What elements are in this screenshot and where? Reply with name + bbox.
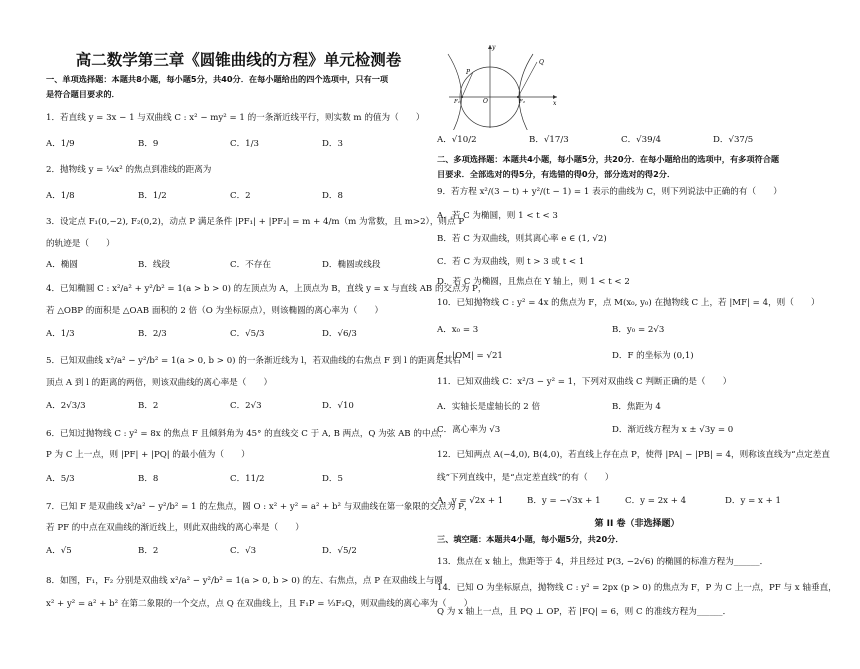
q11-options-row-1 [437,401,787,414]
x-axis-arrow [553,95,557,99]
q1-stem: 1．若直线 y = 3x − 1 与双曲线 C : x² − my² = 1 的一条渐近线平行，则实数 m 的值为（ ） [46,113,425,123]
q11-options-row-2 [437,424,787,437]
label-O: O [483,98,488,105]
q4-options [46,328,414,341]
q7-stem-line-1: 7．已知 F 是双曲线 x²/a² − y²/b² = 1 的左焦点，圆 O : x² + y² = a² + b² 与双曲线在第一象限的交点为 P， [46,502,473,512]
option: A．√5 [46,546,72,556]
option: B．2/3 [138,329,167,339]
label-y: y [492,44,496,51]
q6-options [46,473,414,486]
option: B．2 [138,546,159,556]
q3-options [46,259,414,272]
q8-stem-line-1: 8．如图，F₁，F₂ 分别是双曲线 x²/a² − y²/b² = 1(a > 0, b > 0) 的左、右焦点，点 P 在双曲线上与圆 [46,576,443,586]
hyperbola-circle-figure [445,40,565,130]
q2-options [46,190,414,203]
option: D．√5/2 [322,546,357,556]
option: A．x₀ = 3 [437,325,479,335]
label-F1: F₁ [454,99,461,105]
q14-stem-line-2: Q 为 x 轴上一点，且 PQ ⊥ OP，若 |FQ| = 6，则 C 的准线方程为______． [437,607,732,617]
option: B．y = −√3x + 1 [527,496,601,506]
option: D．5 [322,474,343,484]
q4-stem-line-1: 4．已知椭圆 C : x²/a² + y²/b² = 1(a > b > 0) 的左顶点为 A，上顶点为 B，直线 y = x 与直线 AB 的交点为 P， [46,284,487,294]
q5-options [46,400,414,413]
option: A．1/3 [46,329,75,339]
option: D．√10 [322,401,354,411]
q3-stem-line-1: 3．设定点 F₁(0,−2), F₂(0,2)，动点 P 满足条件 |PF₁| + |PF₂| = m + 4/m（m 为常数，且 m>2），则点 P [46,217,465,227]
q2-stem: 2．抛物线 y = ¼x² 的焦点到准线的距离为 [46,165,212,175]
page-title: 高二数学第三章《圆锥曲线的方程》单元检测卷 [75,51,402,69]
option: D．y = x + 1 [725,496,781,506]
option: D．椭圆或线段 [322,260,381,270]
q12-stem-line-1: 12．已知两点 A(−4,0), B(4,0)，若直线上存在点 P，使得 |PA| − |PB| = 4，则称该直线为“点定差直 [437,450,830,460]
q7-options [46,545,414,558]
q10-stem: 10．已知抛物线 C : y² = 4x 的焦点为 F，点 M(x₀, y₀) 在抛物线 C 上，若 |MF| = 4，则（ ） [437,298,820,308]
q7-stem-line-2: 若 PF 的中点在双曲线的渐近线上，则此双曲线的离心率是（ ） [46,523,304,533]
option: A．√10/2 [437,135,477,145]
q8-stem-line-2: x² + y² = a² + b² 在第二象限的一个交点，点 Q 在双曲线上，且 F₁P = ⅓F₂Q，则双曲线的离心率为（ ） [46,599,473,609]
section-1-heading: 一、单项选择题：本题共8小题，每小题5分，共40分．在每小题给出的四个选项中，只有一项 是符合题目要求的． [46,74,389,99]
option: C．2√3 [230,401,262,411]
option: B．√17/3 [529,135,569,145]
part-2-title: 第 II 卷（非选择题） [594,519,680,529]
q10-options-row-2 [437,350,787,363]
option: D．F 的坐标为 (0,1) [612,351,694,361]
option: C．y = 2x + 4 [625,496,687,506]
option: C．1/3 [230,139,259,149]
option: A．5/3 [46,474,75,484]
q9-option-d: D．若 C 为椭圆，且焦点在 Y 轴上，则 1 < t < 2 [437,277,630,287]
option: B．9 [138,139,159,149]
focus-F2 [517,96,519,98]
option: C．|OM| = √21 [437,351,503,361]
q11-stem: 11．已知双曲线 C：x²/3 − y² = 1，下列对双曲线 C 判断正确的是（ ） [437,377,732,387]
label-F2: F₂ [519,99,526,105]
q6-stem-line-1: 6．已知过抛物线 C : y² = 8x 的焦点 F 且倾斜角为 45° 的直线交 C 于 A, B 两点，Q 为弦 AB 的中点， [46,429,448,439]
q5-stem-line-2: 顶点 A 到 l 的距离的两倍，则该双曲线的离心率是（ ） [46,378,273,388]
option: A．y = √2x + 1 [437,496,504,506]
focus-F1 [461,96,463,98]
q9-option-a: A．若 C 为椭圆，则 1 < t < 3 [437,211,558,221]
hyperbola-left-branch [448,54,462,130]
option: D．3 [322,139,343,149]
option: D．√37/5 [713,135,754,145]
hyperbola-right-branch [519,54,533,130]
label-P: P [466,69,471,76]
option: B．1/2 [138,191,167,201]
option: C．√3 [230,546,257,556]
q9-option-c: C．若 C 为双曲线，则 t > 3 或 t < 1 [437,257,585,267]
option: C．√5/3 [230,329,265,339]
q5-stem-line-1: 5．已知双曲线 x²/a² − y²/b² = 1(a > 0, b > 0) 的一条渐近线为 l，若双曲线的右焦点 F 到 l 的距离是其右 [46,356,462,366]
option: B．y₀ = 2√3 [612,325,665,335]
q1-options [46,138,414,151]
option: B．2 [138,401,159,411]
option: C．不存在 [230,260,271,270]
option: B．8 [138,474,159,484]
option: A．2√3/3 [46,401,86,411]
q12-stem-line-2: 线”下列直线中，是“点定差直线”的有（ ） [437,473,614,483]
label-x: x [553,100,557,107]
q8-options [437,134,805,147]
option: A．实轴长是虚轴长的 2 倍 [437,402,541,412]
q6-stem-line-2: P 为 C 上一点，则 |PF| + |PQ| 的最小值为（ ） [46,450,250,460]
option: D．√6/3 [322,329,357,339]
q9-stem: 9．若方程 x²/(3 − t) + y²/(t − 1) = 1 表示的曲线为 C，则下列说法中正确的有（ ） [437,187,782,197]
section-2-heading: 二、多项选择题：本题共4小题，每小题5分，共20分．在每小题给出的选项中，有多项符合题 目要求．全部选对的得5分，有选错的得0分，部分选对的得2分． [437,154,780,179]
option: B．焦距为 4 [612,402,661,412]
section-3-heading: 三、填空题：本题共4小题，每小题5分，共20分． [437,534,624,544]
option: D．8 [322,191,343,201]
segment-F2-Q [518,62,537,97]
q12-options [437,495,805,508]
option: A．椭圆 [46,260,78,270]
q4-stem-line-2: 若 △OBP 的面积是 △OAB 面积的 2 倍（O 为坐标原点），则该椭圆的离心率为（ ） [46,306,384,316]
q14-stem-line-1: 14．已知 O 为坐标原点，抛物线 C : y² = 2px (p > 0) 的焦点为 F，P 为 C 上一点，PF 与 x 轴垂直， [437,583,837,593]
q13-stem: 13．焦点在 x 轴上，焦距等于 4，并且经过 P(3, −2√6) 的椭圆的标准方程为______． [437,557,769,567]
option: C．离心率为 √3 [437,425,501,435]
q9-option-b: B．若 C 为双曲线，则其离心率 e ∈ (1, √2) [437,234,607,244]
q10-options-row-1 [437,324,787,337]
option: A．1/8 [46,191,75,201]
option: C．2 [230,191,251,201]
label-Q: Q [539,59,544,66]
option: D．渐近线方程为 x ± √3y = 0 [612,425,734,435]
option: C．11/2 [230,474,265,484]
option: A．1/9 [46,139,75,149]
option: C．√39/4 [621,135,661,145]
option: B．线段 [138,260,171,270]
q3-stem-line-2: 的轨迹是（ ） [46,239,115,249]
